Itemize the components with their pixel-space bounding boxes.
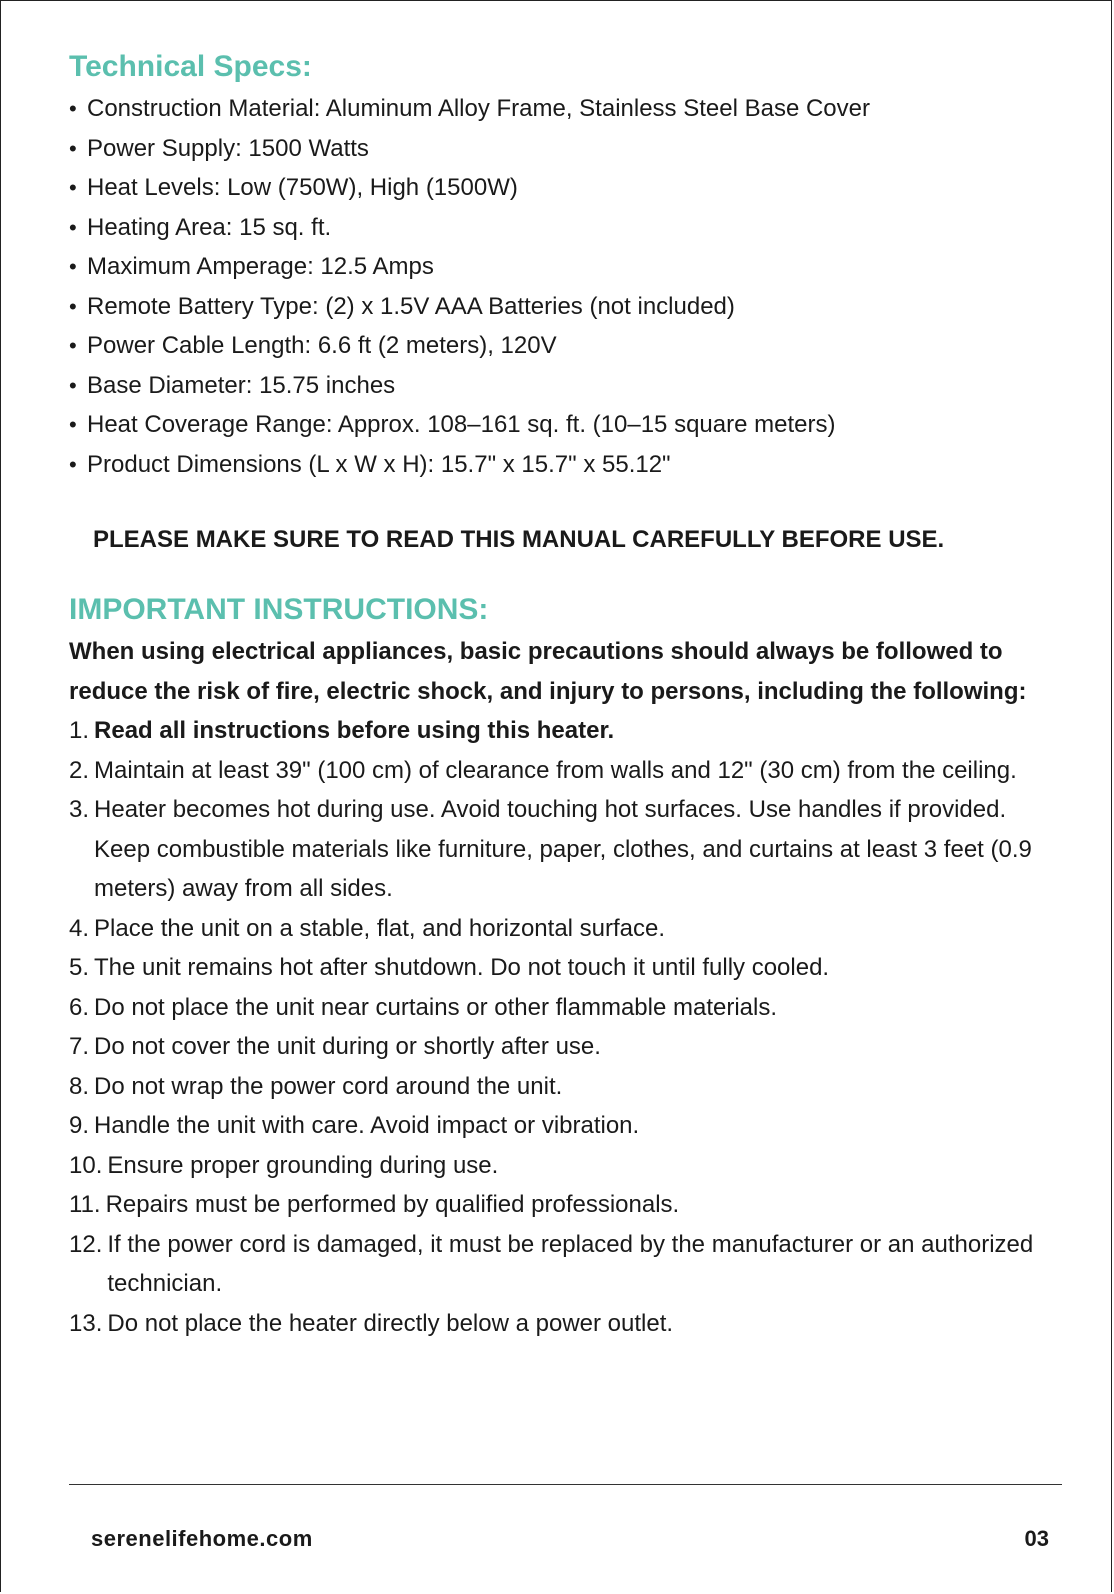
- instruction-list: [69, 711, 1059, 1343]
- instruction-text: Handle the unit with care. Avoid impact or vibration.: [94, 1112, 640, 1139]
- instruction-text: Do not wrap the power cord around the unit.: [94, 1072, 563, 1100]
- instruction-item: [69, 909, 1059, 949]
- page-number: 03: [1024, 1526, 1049, 1551]
- instruction-item: [69, 1304, 1059, 1344]
- bullet-icon: •: [69, 135, 77, 161]
- instruction-text: If the power cord is damaged, it must be replaced by the manufacturer or an authorized technician.: [107, 1230, 1034, 1297]
- instruction-item: [69, 1106, 1059, 1146]
- instruction-item: [69, 988, 1059, 1028]
- spec-text: Construction Material: Aluminum Alloy Frame, Stainless Steel Base Cover: [87, 95, 870, 122]
- bullet-icon: •: [69, 254, 77, 279]
- instruction-number: 3.: [69, 796, 90, 823]
- instruction-number: 11.: [69, 1191, 101, 1218]
- instruction-item: [69, 1027, 1059, 1067]
- instruction-number: 2.: [69, 756, 90, 784]
- instruction-text: Do not place the unit near curtains or other flammable materials.: [94, 993, 778, 1021]
- instruction-number: 10.: [69, 1151, 103, 1179]
- instruction-text: Place the unit on a stable, flat, and horizontal surface.: [94, 914, 666, 942]
- spec-item: [69, 247, 1059, 287]
- instruction-text: Repairs must be performed by qualified professionals.: [105, 1191, 680, 1218]
- instruction-item: [69, 1225, 1059, 1304]
- bullet-icon: •: [69, 175, 77, 200]
- instruction-text: Read all instructions before using this heater.: [94, 717, 615, 744]
- instruction-number: 12.: [69, 1230, 103, 1258]
- instruction-text: Heater becomes hot during use. Avoid touching hot surfaces. Use handles if provided. Keep combustible materials like furniture, paper, clothes, and curtains at least 3 feet (0.9 meters) away from all sides.: [94, 796, 1032, 902]
- bullet-icon: •: [69, 96, 77, 121]
- spec-item: [69, 89, 1059, 129]
- spec-text: Remote Battery Type: (2) x 1.5V AAA Batteries (not included): [87, 292, 735, 320]
- instruction-number: 13.: [69, 1309, 103, 1337]
- instruction-text: The unit remains hot after shutdown. Do not touch it until fully cooled.: [94, 954, 830, 981]
- footer-divider: [69, 1484, 1062, 1485]
- instruction-item: [69, 751, 1059, 791]
- footer-website: serenelifehome.com: [91, 1526, 313, 1551]
- spec-item: [69, 445, 1059, 485]
- instruction-item: [69, 1146, 1059, 1186]
- spec-item: [69, 405, 1059, 445]
- instructions-intro: When using electrical appliances, basic precautions should always be followed to reduce the risk of fire, electric shock, and injury to persons, including the following:: [69, 638, 1027, 705]
- bullet-icon: •: [69, 372, 77, 398]
- spec-item: [69, 129, 1059, 169]
- instruction-number: 5.: [69, 954, 90, 981]
- spec-item: [69, 366, 1059, 406]
- spec-item: [69, 287, 1059, 327]
- spec-item: [69, 326, 1059, 366]
- spec-item: [69, 208, 1059, 248]
- spec-text: Maximum Amperage: 12.5 Amps: [87, 253, 434, 280]
- read-manual-notice: PLEASE MAKE SURE TO READ THIS MANUAL CAREFULLY BEFORE USE.: [93, 526, 945, 553]
- instruction-text: Do not place the heater directly below a power outlet.: [107, 1309, 674, 1337]
- spec-text: Heat Levels: Low (750W), High (1500W): [87, 174, 518, 201]
- spec-text: Power Supply: 1500 Watts: [87, 134, 369, 162]
- instruction-item: [69, 711, 1059, 751]
- bullet-icon: •: [69, 451, 77, 477]
- instruction-text: Do not cover the unit during or shortly after use.: [94, 1033, 601, 1060]
- instruction-item: [69, 790, 1059, 909]
- spec-list: [69, 89, 1059, 484]
- bullet-icon: •: [69, 333, 77, 358]
- bullet-icon: •: [69, 412, 77, 437]
- instruction-item: [69, 948, 1059, 988]
- instruction-text: Ensure proper grounding during use.: [107, 1151, 499, 1179]
- spec-text: Heating Area: 15 sq. ft.: [87, 213, 332, 241]
- spec-text: Heat Coverage Range: Approx. 108–161 sq. ft. (10–15 square meters): [87, 411, 836, 438]
- spec-text: Power Cable Length: 6.6 ft (2 meters), 120V: [87, 332, 557, 359]
- bullet-icon: •: [69, 293, 77, 319]
- spec-text: Base Diameter: 15.75 inches: [87, 371, 396, 399]
- instruction-text: Maintain at least 39" (100 cm) of clearance from walls and 12" (30 cm) from the ceiling.: [94, 756, 1017, 784]
- instruction-item: [69, 1067, 1059, 1107]
- instruction-number: 7.: [69, 1033, 90, 1060]
- instruction-number: 4.: [69, 914, 90, 942]
- spec-text: Product Dimensions (L x W x H): 15.7" x 15.7" x 55.12": [87, 450, 671, 478]
- instruction-item: [69, 1185, 1059, 1225]
- important-instructions-title: IMPORTANT INSTRUCTIONS:: [69, 593, 489, 626]
- instruction-number: 8.: [69, 1072, 90, 1100]
- instruction-number: 9.: [69, 1112, 90, 1139]
- technical-specs-title: Technical Specs:: [69, 50, 312, 83]
- instruction-number: 6.: [69, 993, 90, 1021]
- instruction-number: 1.: [69, 717, 90, 744]
- page-content: [69, 45, 1059, 1343]
- bullet-icon: •: [69, 214, 77, 240]
- spec-item: [69, 168, 1059, 208]
